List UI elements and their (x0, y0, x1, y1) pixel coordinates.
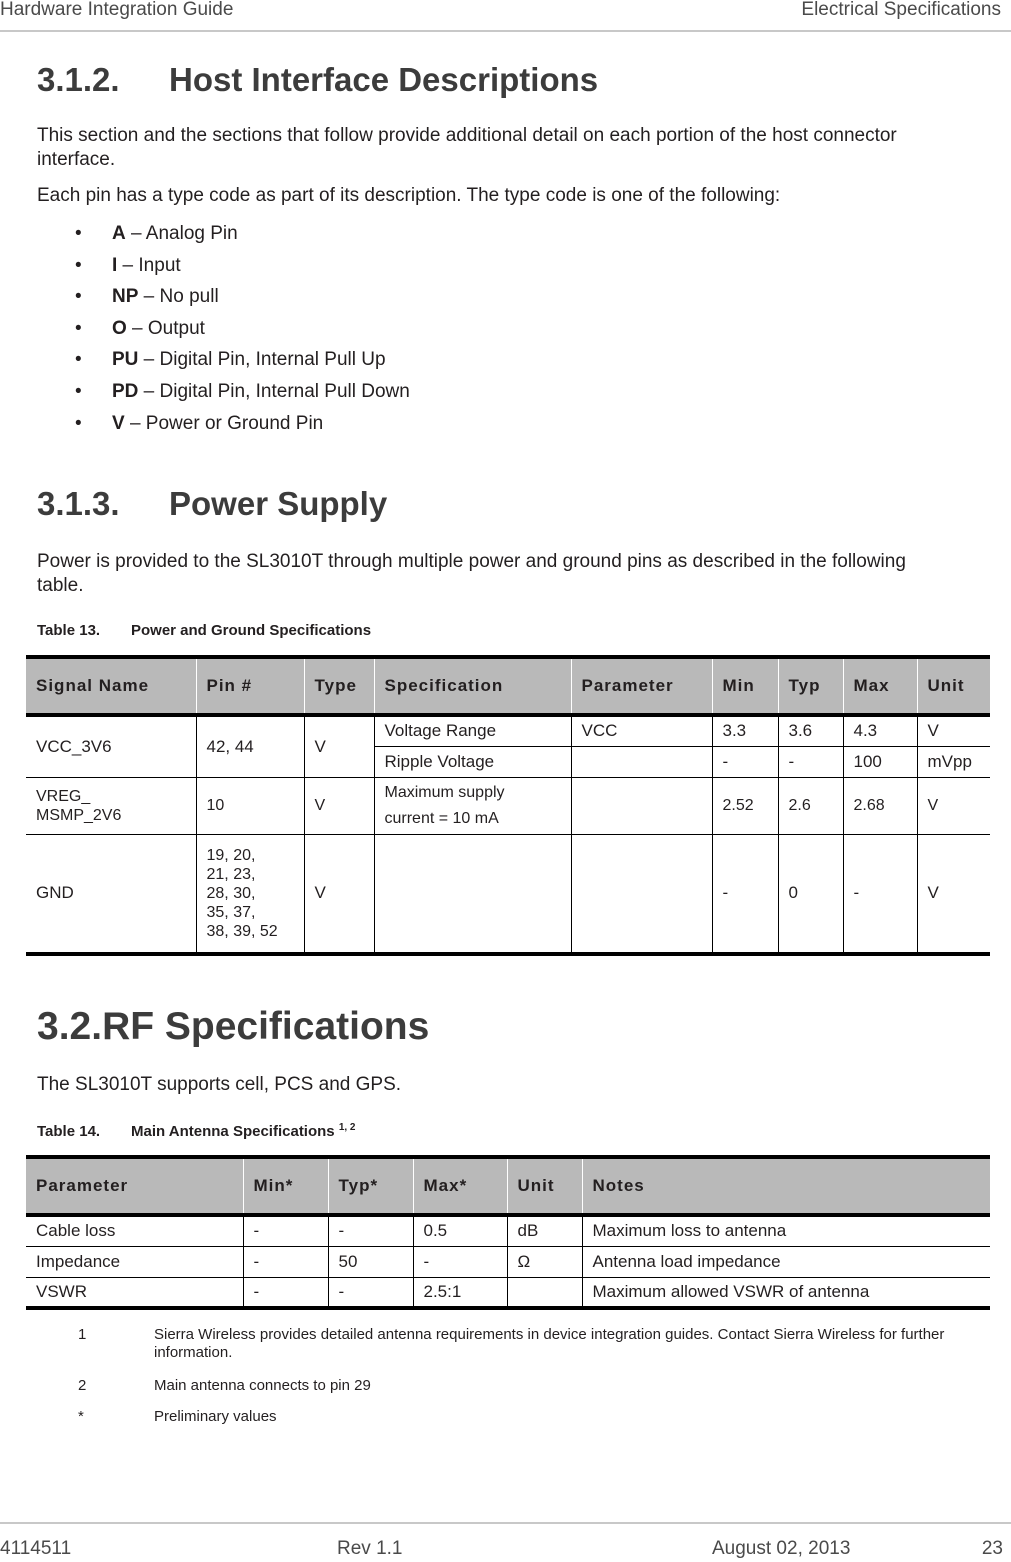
bullet-icon: • (75, 317, 82, 339)
doc-number: 4114511 (0, 1538, 72, 1559)
table-header-row (26, 657, 990, 715)
page-footer (0, 1522, 1011, 1562)
list-item: • PU – Digital Pin, Internal Pull Up (37, 347, 410, 379)
paragraph: Each pin has a type code as part of its description. The type code is one of the following: (37, 185, 781, 206)
page-number: 23 (981, 1538, 1003, 1559)
main-antenna-table (26, 1155, 990, 1310)
section-title: RF Specifications (102, 1005, 430, 1048)
section-title: Host Interface Descriptions (169, 61, 599, 98)
list-item: • O – Output (37, 316, 410, 348)
table-row: VCC_3V6 42, 44 V Voltage Range VCC 3.3 3.6 4.3 V (26, 715, 990, 746)
page-header (0, 0, 1011, 32)
table-row: Impedance - 50 - Ω Antenna load impedance (26, 1246, 990, 1277)
table-caption: Table 14. Main Antenna Specifications $^{1, 2}$ (37, 1122, 356, 1140)
column-header: Unit (917, 657, 990, 715)
column-header: Signal Name (26, 657, 196, 715)
date: August 02, 2013 (712, 1538, 851, 1559)
section-heading-host-interface (37, 61, 598, 99)
section-number: 3.1.2. (37, 61, 120, 98)
list-item: • I – Input (37, 253, 410, 285)
column-header: Type (304, 657, 374, 715)
table-row: VREG_ MSMP_2V6 10 V Maximum supply current = 10 mA 2.52 2.6 2.68 V (26, 777, 990, 834)
column-header: Specification (374, 657, 571, 715)
table-caption: Table 13. Power and Ground Specifications (37, 622, 372, 639)
paragraph: Power is provided to the SL3010T through multiple power and ground pins as described in the following table. (37, 551, 906, 596)
column-header: Min* (243, 1157, 328, 1215)
column-header: Parameter (571, 657, 712, 715)
revision: Rev 1.1 (337, 1538, 403, 1559)
bullet-icon: • (75, 349, 82, 371)
column-header: Max (843, 657, 917, 715)
table-header-row (26, 1157, 990, 1215)
list-item: • NP – No pull (37, 284, 410, 316)
column-header: Pin # (196, 657, 304, 715)
column-header: Min (712, 657, 778, 715)
power-ground-table (26, 655, 990, 956)
paragraph: The SL3010T supports cell, PCS and GPS. (37, 1074, 402, 1095)
bullet-icon: • (75, 380, 82, 402)
list-item: • V – Power or Ground Pin (37, 411, 410, 443)
section-heading-power-supply (37, 485, 387, 523)
column-header: Parameter (26, 1157, 243, 1215)
section-number: 3.1.3. (37, 485, 120, 522)
header-section: Electrical Specifications (801, 0, 1001, 20)
table-row: VSWR - - 2.5:1 Maximum allowed VSWR of antenna (26, 1277, 990, 1308)
bullet-icon: • (75, 223, 82, 244)
table-row: Ripple Voltage - - 100 mVpp (26, 746, 990, 777)
list-item: • A – Analog Pin (37, 221, 410, 253)
table-row: GND 19, 20, 21, 23, 28, 30, 35, 37, 38, 39, 52 V - 0 - V (26, 834, 990, 954)
section-number: 3.2. (37, 1005, 103, 1048)
bullet-icon: • (75, 254, 82, 276)
list-item: • PD – Digital Pin, Internal Pull Down (37, 379, 410, 411)
bullet-icon: • (75, 286, 82, 308)
column-header: Typ (778, 657, 843, 715)
column-header: Max* (413, 1157, 507, 1215)
header-title: Hardware Integration Guide (0, 0, 234, 20)
column-header: Typ* (328, 1157, 413, 1215)
type-code-list (37, 221, 410, 442)
section-heading-rf (37, 1005, 429, 1049)
column-header: Notes (582, 1157, 990, 1215)
section-title: Power Supply (169, 485, 388, 522)
table-row: Cable loss - - 0.5 dB Maximum loss to antenna (26, 1215, 990, 1246)
paragraph: This section and the sections that follow provide additional detail on each portion of the host connector interface. (37, 125, 897, 170)
bullet-icon: • (75, 412, 82, 434)
column-header: Unit (507, 1157, 582, 1215)
